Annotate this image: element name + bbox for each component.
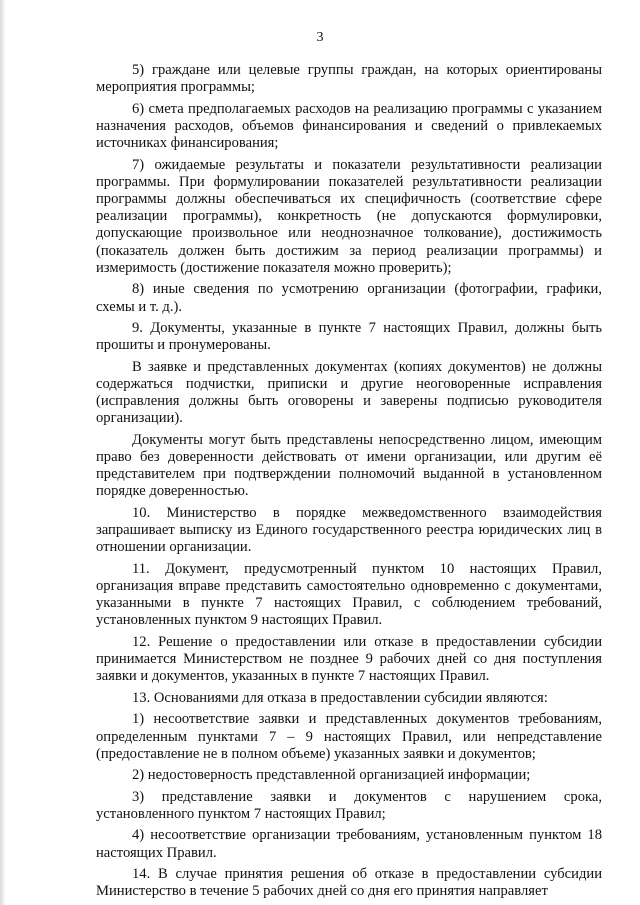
scan-edge: [0, 0, 6, 905]
paragraph-refusal-1: 1) несоответствие заявки и представленных документов требованиям, определенным пунктами 7 – 9 настоящих Правил, или непредставление (предоставление не в полном объеме) указанных заявки и документов;: [96, 711, 602, 762]
paragraph-representative: Документы могут быть представлены непосредственно лицом, имеющим право без доверенности действовать от имени организации, или другим её представителем при подтверждении полномочий выданной в установленном порядке доверенностью.: [96, 431, 602, 500]
paragraph-clause-12: 12. Решение о предоставлении или отказе в предоставлении субсидии принимается Министерством не позднее 9 рабочих дней со дня поступления заявки и документов, указанных в пункте 7 настоящих Правил.: [96, 633, 602, 685]
paragraph-clause-10: 10. Министерство в порядке межведомственного взаимодействия запрашивает выписку из Единого государственного реестра юридических лиц в отношении организации.: [96, 504, 602, 556]
paragraph-clause-9: 9. Документы, указанные в пункте 7 настоящих Правил, должны быть прошиты и пронумерованы.: [96, 320, 602, 354]
paragraph-corrections: В заявке и представленных документах (копиях документов) не должны содержаться подчистки, приписки и другие неоговоренные исправления (исправления должны быть оговорены и заверены подписью руководителя организации).: [96, 358, 602, 427]
page-number: 3: [316, 30, 324, 45]
paragraph-refusal-4: 4) несоответствие организации требованиям, установленным пунктом 18 настоящих Правил.: [96, 827, 602, 861]
document-body: [96, 62, 602, 905]
paragraph-refusal-3: 3) представление заявки и документов с нарушением срока, установленного пунктом 7 настоящих Правил;: [96, 788, 602, 822]
paragraph-item-7: 7) ожидаемые результаты и показатели результативности реализации программы. При формулировании показателей результативности реализации программы должны обеспечиваться их специфичность (соответствие сфере реализации программы), конкретность (не допускаются формулировки, допускающие произвольное или неоднозначное толкование), достижимость (показатель должен быть достижим за период реализации программы) и измеримость (достижение показателя можно проверить);: [96, 156, 602, 276]
paragraph-item-8: 8) иные сведения по усмотрению организации (фотографии, графики, схемы и т. д.).: [96, 281, 602, 315]
paragraph-refusal-2: 2) недостоверность представленной организацией информации;: [132, 767, 531, 784]
paragraph-clause-13: 13. Основаниями для отказа в предоставлении субсидии являются:: [132, 689, 548, 706]
paragraph-clause-14: 14. В случае принятия решения об отказе в предоставлении субсидии Министерство в течение 5 рабочих дней со дня его принятия направляет: [96, 866, 602, 900]
paragraph-item-6: 6) смета предполагаемых расходов на реализацию программы с указанием назначения расходов, объемов финансирования и сведений о привлекаемых источниках финансирования;: [96, 100, 602, 152]
paragraph-item-5: 5) граждане или целевые группы граждан, на которых ориентированы мероприятия программы;: [96, 62, 602, 96]
paragraph-clause-11: 11. Документ, предусмотренный пунктом 10 настоящих Правил, организация вправе представить самостоятельно одновременно с документами, указанными в пункте 7 настоящих Правил, с соблюдением требований, установленных пунктом 9 настоящих Правил.: [96, 560, 602, 629]
